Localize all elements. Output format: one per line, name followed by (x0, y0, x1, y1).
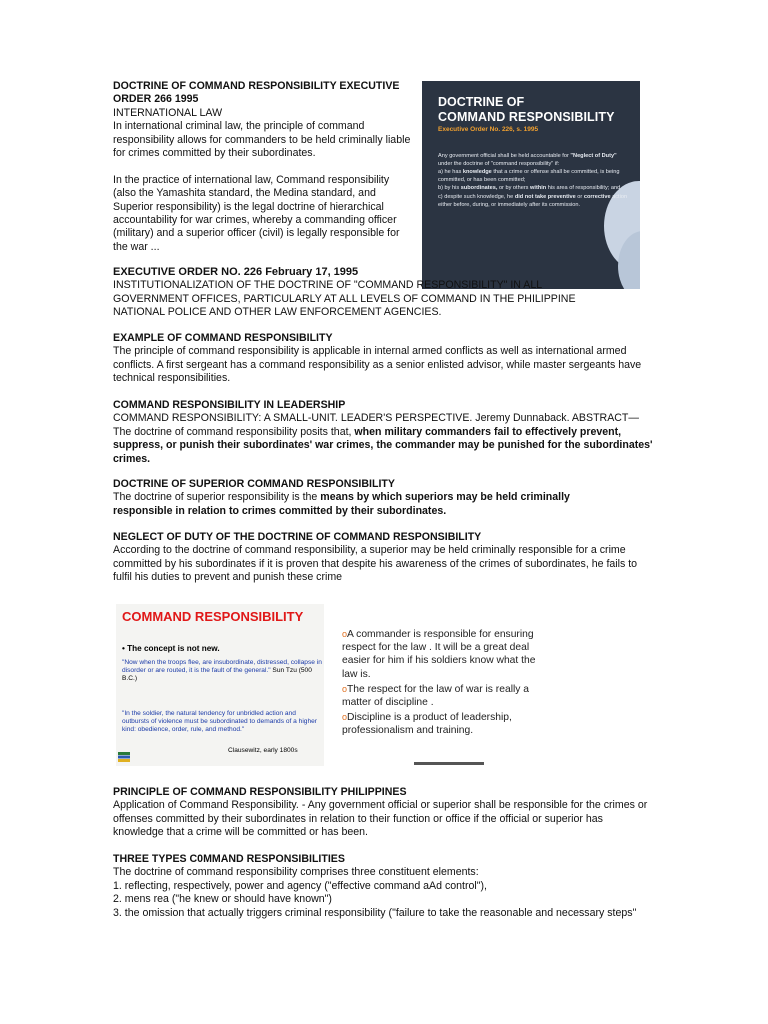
slide-point: oDiscipline is a product of leadership, professionalism and training. (342, 712, 512, 737)
doctrine-infographic-image (422, 81, 640, 289)
section-heading: DOCTRINE OF SUPERIOR COMMAND RESPONSIBILITY (113, 478, 395, 490)
section-heading: EXECUTIVE ORDER NO. 226 February 17, 1995 (113, 266, 359, 278)
section-leadership (113, 399, 653, 466)
slide-left-panel (116, 604, 324, 766)
infographic-title: DOCTRINE OF (438, 95, 525, 109)
quote-author: Clausewitz, early 1800s (228, 747, 298, 754)
section-heading: DOCTRINE OF COMMAND RESPONSIBILITY EXECUTIVE ORDER 266 1995 (113, 80, 400, 106)
section-superior-responsibility (113, 478, 613, 518)
section-heading: EXAMPLE OF COMMAND RESPONSIBILITY (113, 332, 333, 344)
slide-logo-icon (118, 752, 130, 762)
section-example (113, 332, 648, 386)
section-neglect-of-duty (113, 531, 648, 585)
paragraph: According to the doctrine of command responsibility, a superior may be held criminally responsible for a crime committed by his subordinates if it is proven that despite his awareness of the crimes of subordinates, he fails to fulfil his duties to prevent and punish these crime (113, 544, 638, 584)
section-executive-order-226 (113, 266, 613, 320)
slide-point: oA commander is responsible for ensuring respect for the law . It will be a great deal easier for him if his soldiers know what the law is. (342, 629, 536, 680)
paragraph: In the practice of international law, Command responsibility (also the Yamashita standard, the Medina standard, and Superior responsibility) is the legal doctrine of hierarchical accountability for war crimes, whereby a commanding officer (military) and a superior officer (civil) is legally responsible for the war ... (113, 173, 400, 253)
paragraph: INSTITUTIONALIZATION OF THE DOCTRINE OF "COMMAND RESPONSIBILITY" IN ALL GOVERNMENT OFFICES, PARTICULARLY AT ALL LEVELS OF COMMAND IN THE PHILIPPINE NATIONAL POLICE AND OTHER LAW ENFORCEMENT AGENCIES. (113, 279, 576, 319)
clausewitz-quote: "In the soldier, the natural tendency for unbridled action and outbursts of violence must be subordinated to demands of a higher kind: obedience, order, rule, and method." (122, 710, 318, 734)
paragraph: The doctrine of command responsibility comprises three constituent elements: (113, 866, 479, 879)
section-three-types (113, 853, 658, 920)
list-item: 1. reflecting, respectively, power and agency ("effective command aAd control"), (113, 879, 487, 892)
infographic-subtitle: Executive Order No. 226, s. 1995 (438, 126, 539, 133)
section-heading: COMMAND RESPONSIBILITY IN LEADERSHIP (113, 399, 346, 411)
paragraph: In international criminal law, the principle of command responsibility allows for commanders to be held criminally liable for crimes committed by their subordinates. (113, 120, 411, 160)
section-heading: NEGLECT OF DUTY OF THE DOCTRINE OF COMMAND RESPONSIBILITY (113, 531, 482, 543)
paragraph: The principle of command responsibility is applicable in internal armed conflicts as well as international armed conflicts. A first sergeant has a command responsibility as a senior enlisted advisor, while master sergeants have technical responsibilities. (113, 345, 642, 385)
section-heading: PRINCIPLE OF COMMAND RESPONSIBILITY PHILIPPINES (113, 786, 407, 798)
section-subheading: INTERNATIONAL LAW (113, 106, 223, 119)
paragraph: The doctrine of superior responsibility is the means by which superiors may be held criminally responsible in relation to crimes committed by their subordinates. (113, 491, 570, 517)
section-principle-philippines (113, 786, 653, 840)
paragraph: COMMAND RESPONSIBILITY: A SMALL-UNIT. LEADER'S PERSPECTIVE. Jeremy Dunnaback. ABSTRACT—The doctrine of command responsibility posits that, when military commanders fail to effectively prevent, suppress, or punish their subordinates' war crimes, the commander may be punished for the subordinates' crimes. (113, 412, 653, 465)
command-responsibility-slide-image (116, 604, 548, 766)
slide-title: COMMAND RESPONSIBILITY (122, 609, 304, 624)
section-heading: THREE TYPES C0MMAND RESPONSIBILITIES (113, 853, 345, 865)
infographic-title: COMMAND RESPONSIBILITY (438, 110, 615, 124)
slide-point: oThe respect for the law of war is really a matter of discipline . (342, 683, 530, 709)
slide-right-panel (342, 628, 548, 740)
sun-tzu-quote: "Now when the troops flee, are insubordinate, distressed, collapse in disorder or are routed, it is the fault of the general." Sun Tzu (500 B.C.) (122, 659, 322, 683)
infographic-body: Any government official shall be held accountable for "Neglect of Duty" under the doctrine of "command responsibility" if: a) he has knowledge that a crime or offense shall be committed, is being committed, or has been committed; b) by his subordinates, or by others within his area of responsibility; and c) despite such knowledge, he did not take preventive or corrective action either before, during, or immediately after its commission. (438, 153, 628, 208)
section-command-responsibility-eo (113, 80, 413, 254)
paragraph: Application of Command Responsibility. - Any government official or superior shall be responsible for the crimes or offenses committed by their subordinates in relation to their function or office if the official or superior has knowledge that a crime will be committed or has been. (113, 799, 648, 839)
slide-bullet: • The concept is not new. (122, 644, 220, 653)
list-item: 3. the omission that actually triggers criminal responsibility ("failure to take the reasonable and necessary steps" (113, 906, 637, 919)
decorative-bar (414, 762, 484, 765)
list-item: 2. mens rea ("he knew or should have known") (113, 893, 332, 906)
